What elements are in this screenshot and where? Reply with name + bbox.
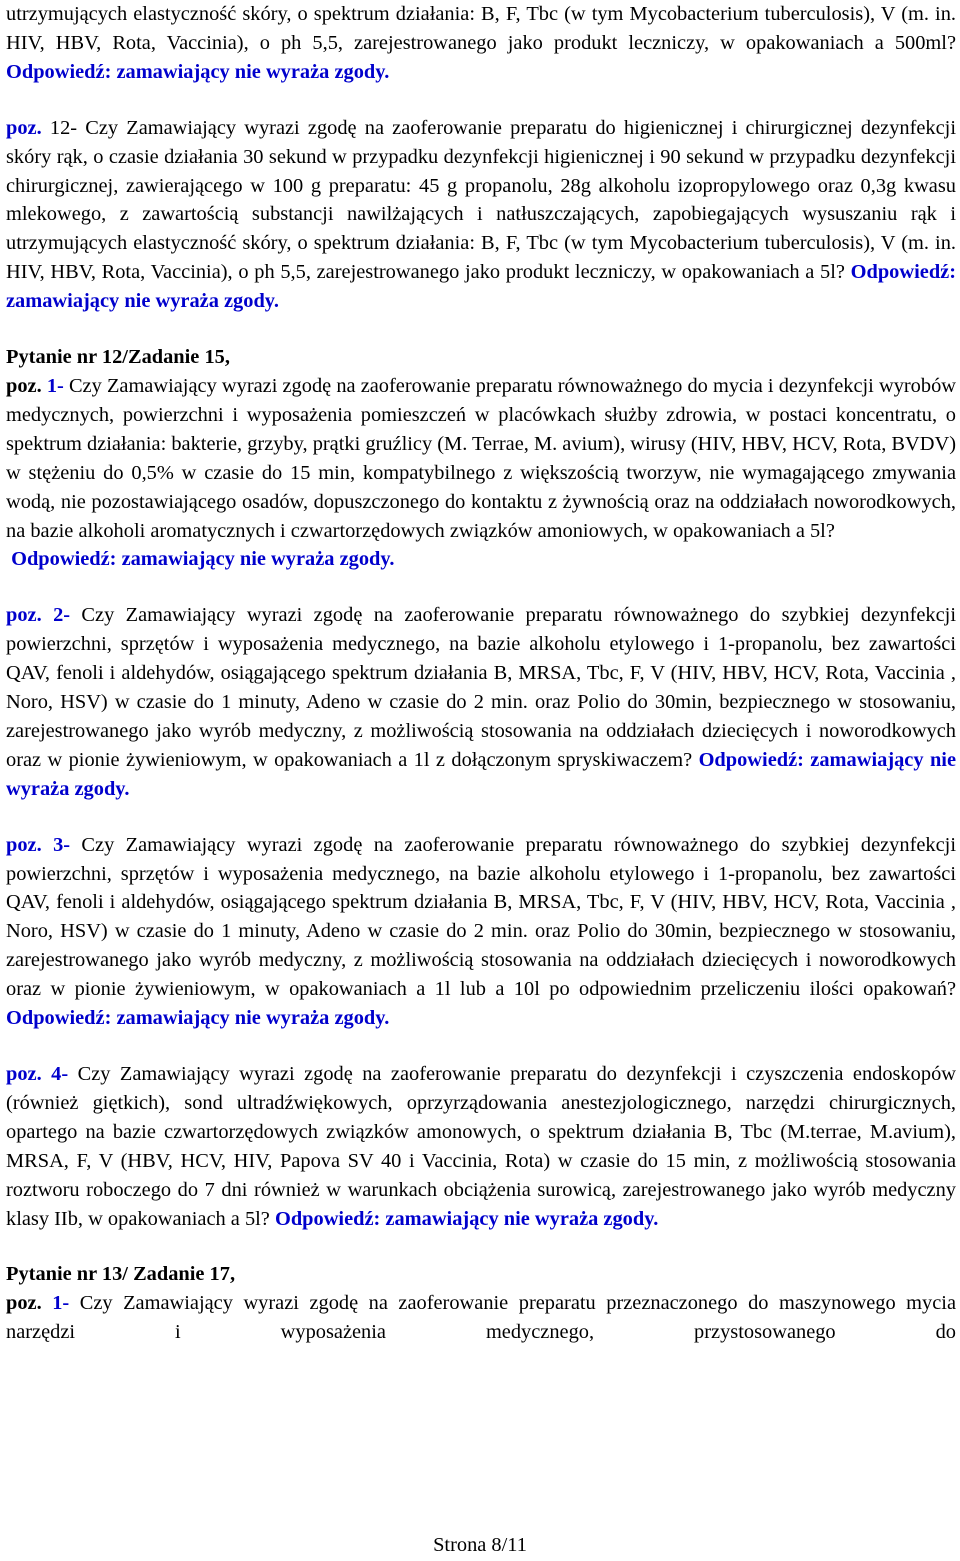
answer-text: Odpowiedź: zamawiający nie wyraża zgody. [6,261,956,313]
poz-label: poz. [6,374,42,397]
paragraph-text: Czy Zamawiający wyrazi zgodę na zaoferowanie preparatu równoważnego do szybkiej dezynfekcji powierzchni, sprzętów i wyposażenia medycznego, na bazie alkoholu etylowego i 1-propanolu, bez zawartości QAV, fenoli i aldehydów, osiągającego spektrum działania B, MRSA, Tbc, F, V (HIV, HBV, HCV, Rota, Vaccinia , Noro, HSV) w czasie do 1 minuty, Adeno w czasie do 2 min. oraz Polio do 30min, bezpiecznego w stosowaniu, zarejestrowanego jako wyrób medyczny, z możliwością stosowania na oddziałach dziecięcych i noworodkowych oraz w pionie żywieniowym, w opakowaniach a 1l lub a 10l po odpowiednim przeliczeniu ilości opakowań? [6,833,956,1001]
poz-number: 3- [53,833,71,856]
spacer [6,804,956,831]
poz-number: 1- [52,1292,70,1315]
question-13-heading: Pytanie nr 13/ Zadanie 17, [6,1263,236,1286]
answer-text: Odpowiedź: zamawiający nie wyraża zgody. [11,548,395,571]
paragraph-text: Czy Zamawiający wyrazi zgodę na zaoferowanie preparatu do dezynfekcji i czyszczenia endoskopów (również giętkich), sond ultradźwiękowych, oprzyrządowania anestezjologicznego, narzędzi chirurgicznych, opartego na bazie czwartorzędowych związków amonowych, o spektrum działania B, Tbc (M.terrae, M.avium), MRSA, F, V (HBV, HCV, HIV, Papova SV 40 i Vaccinia, Rota) w czasie do 15 min, z możliwością stosowania roztworu roboczego do 7 dni również w warunkach obciążenia surowicą, zarejestrowanego jako wyrób medyczny klasy IIb, w opakowaniach a 5l? [6,1063,956,1230]
poz-number: 2- [53,604,71,627]
paragraph-text: Czy Zamawiający wyrazi zgodę na zaoferowanie preparatu do higienicznej i chirurgicznej dezynfekcji skóry rąk, o czasie działania 30 sekund w przypadku dezynfekcji higienicznej i 90 sekund w przypadku dezynfekcji chirurgicznej, zawierającego w 100 g preparatu: 45 g propanolu, 28g alkoholu izopropylowego oraz 0,3g kwasu mlekowego, z zawartością substancji nawilżających i natłuszczających, zapobiegających wysuszaniu rąk i utrzymujących elastyczność skóry, o spektrum działania: B, F, Tbc (w tym Mycobacterium tuberculosis), V (m. in. HIV, HBV, Rota, Vaccinia), o ph 5,5, zarejestrowanego jako produkt leczniczy, w opakowaniach a 5l? [6,116,957,284]
poz-label: poz. [6,833,42,856]
poz-number: 12- [49,116,78,139]
q12-poz-1-paragraph [6,372,956,545]
paragraph-text: Czy Zamawiający wyrazi zgodę na zaoferowanie preparatu równoważnego do mycia i dezynfekcji wyrobów medycznych, powierzchni i wyposażenia pomieszczeń w placówkach służby zdrowia, w postaci koncentratu, o spektrum działania: bakterie, grzyby, prątki gruźlicy (M. Terrae, M. avium), wirusy (HIV, HBV, HCV, Rota, BVDV) w stężeniu do 0,5% w czasie do 15 min, kompatybilnego z większością tworzyw, nie wymagającego zmywania wodą, nie pozostawiającego osadów, dopuszczonego do kontaktu z żywnością oraz na oddziałach noworodkowych, na bazie alkoholi aromatycznych i czwartorzędowych związków amoniowych, w opakowaniach a 5l? [6,374,956,542]
paragraph-text: Czy Zamawiający wyrazi zgodę na zaoferowanie preparatu przeznaczonego do maszynowego mycia narzędzi i wyposażenia medycznego, przystosowanego do [6,1292,956,1344]
q13-poz-1-paragraph [6,1289,956,1347]
spacer [6,1233,956,1260]
document-page [6,0,956,1347]
poz-number: 4- [51,1063,69,1085]
spacer [6,574,956,601]
answer-text: Odpowiedź: zamawiający nie wyraża zgody. [6,1007,390,1030]
paragraph-text: utrzymujących elastyczność skóry, o spektrum działania: B, F, Tbc (w tym Mycobacterium tuberculosis), V (m. in. HIV, HBV, Rota, Vaccinia), o ph 5,5, zarejestrowanego jako produkt leczniczy, w opakowaniach a 500ml? [6,3,956,54]
q12-poz-1-answer [6,545,956,574]
q12-poz-3-paragraph [6,831,956,1033]
q12-poz-4-paragraph [6,1060,956,1233]
question-12-heading: Pytanie nr 12/Zadanie 15, [6,346,230,369]
poz-label: poz. [6,116,42,139]
spacer [6,316,956,343]
spacer [6,1033,956,1060]
answer-text: Odpowiedź: zamawiający nie wyraża zgody. [6,748,957,800]
poz-label: poz. [6,1292,42,1315]
poz-12-paragraph [6,114,956,316]
page-footer: Strona 8/11 [433,1534,527,1556]
paragraph-text: Czy Zamawiający wyrazi zgodę na zaoferowanie preparatu równoważnego do szybkiej dezynfekcji powierzchni, sprzętów i wyposażenia medycznego, na bazie alkoholu etylowego i 1-propanolu, bez zawartości QAV, fenoli i aldehydów, osiągającego spektrum działania B, MRSA, Tbc, F, V (HIV, HBV, HCV, Rota, Vaccinia , Noro, HSV) w czasie do 1 minuty, Adeno w czasie do 2 min. oraz Polio do 30min, bezpiecznego w stosowaniu, zarejestrowanego jako wyrób medyczny, z możliwością stosowania na oddziałach dziecięcych i noworodkowych oraz w pionie żywieniowym, w opakowaniach a 1l z dołączonym spryskiwaczem? [6,604,956,771]
answer-text: Odpowiedź: zamawiający nie wyraża zgody. [274,1207,659,1230]
poz-label: poz. [6,1063,42,1085]
poz-number: 1- [46,374,64,397]
intro-continuation-paragraph [6,0,956,87]
q12-poz-2-paragraph [6,601,956,803]
spacer [6,87,956,114]
answer-text: Odpowiedź: zamawiający nie wyraża zgody. [6,60,390,83]
poz-label: poz. [6,604,42,627]
